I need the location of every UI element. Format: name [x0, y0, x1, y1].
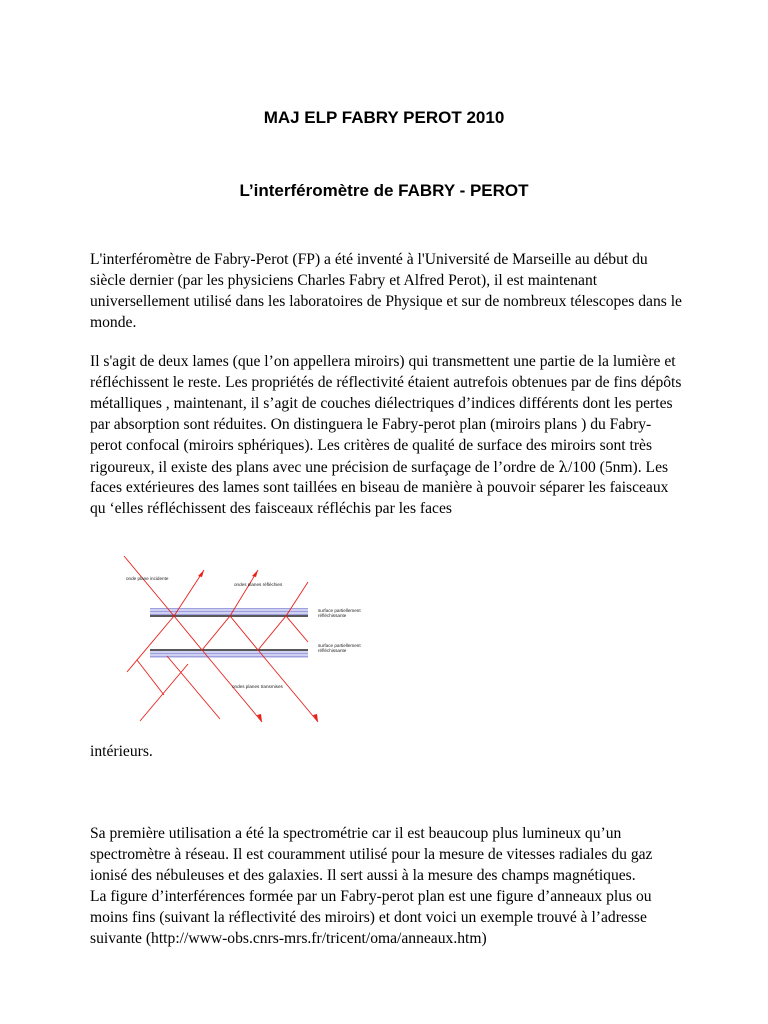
label-transmitted-waves: ondes planes transmises: [232, 684, 283, 689]
label-surface-bottom-1: surface partiellement: [318, 643, 361, 648]
paragraph-mirrors-part2: /100 (5nm). Les faces extérieures des lames sont taillées en biseau de manière à pouvoir séparer les faisceaux qu ‘elles réfléchissent des faisceaux réfléchis par les faces: [90, 458, 669, 518]
fabry-perot-diagram: [112, 556, 372, 731]
paragraph-rings-text: La figure d’interférences formée par un Fabry-perot plan est une figure d’anneaux plus ou moins fins (suivant la réflectivité des miroirs) et dont voici un exemple trouvé à l’adresse suivante (http://www-obs.cnrs-mrs.fr/tricent/oma/anneaux.htm): [90, 887, 652, 947]
label-surface-bottom-2: réfléchissante: [318, 648, 347, 653]
paragraph-intro: L'interféromètre de Fabry-Perot (FP) a été inventé à l'Université de Marseille au début du siècle dernier (par les physiciens Charles Fabry et Alfred Perot), il est maintenant universellement utilisé dans les laboratoires de Physique et sur de nombreux télescopes dans le monde.: [90, 251, 682, 331]
document-subtitle: L’interféromètre de FABRY - PEROT: [239, 181, 529, 200]
paragraph-mirrors-end: intérieurs.: [90, 743, 153, 760]
document-title: MAJ ELP FABRY PEROT 2010: [263, 108, 505, 127]
label-incident-wave: onde plane incidente: [126, 576, 169, 581]
paragraph-usage-text: Sa première utilisation a été la spectrométrie car il est beaucoup plus lumineux qu’un spectromètre à réseau. Il est couramment utilisé pour la mesure de vitesses radiales du gaz ionisé des nébuleuses et des galaxies. Il sert aussi à la mesure des champs magnétiques.: [90, 825, 653, 884]
ray-arrowheads: [198, 570, 318, 722]
label-surface-top-2: réfléchissante: [318, 613, 347, 618]
mirror-plate-top: [150, 608, 308, 615]
paragraph-mirrors-part1: Il s'agit de deux lames (que l’on appellera miroirs) qui transmettent une partie de la lumière et réfléchissent le reste. Les propriétés de réflectivité étaient autrefois obtenues par de fins dépôts métalliques , maintenant, il s’agit de couches diélectriques d’indices différents dont les pertes par absorption sont réduites. On distinguera le Fabry-perot plan (miroirs plans ) du Fabry-perot confocal (miroirs sphériques). Les critères de qualité de surface des miroirs sont très rigoureux, il existe des plans avec une précision de surfaçage de l’ordre de: [90, 353, 682, 476]
label-reflected-waves: ondes planes réfléchies: [234, 582, 283, 587]
paragraph-mirrors: [90, 352, 682, 520]
lambda-symbol: λ: [558, 457, 569, 476]
paragraph-usage: [90, 824, 682, 949]
label-surface-top-1: surface partiellement: [318, 608, 361, 613]
mirror-plate-bottom: [150, 651, 308, 658]
